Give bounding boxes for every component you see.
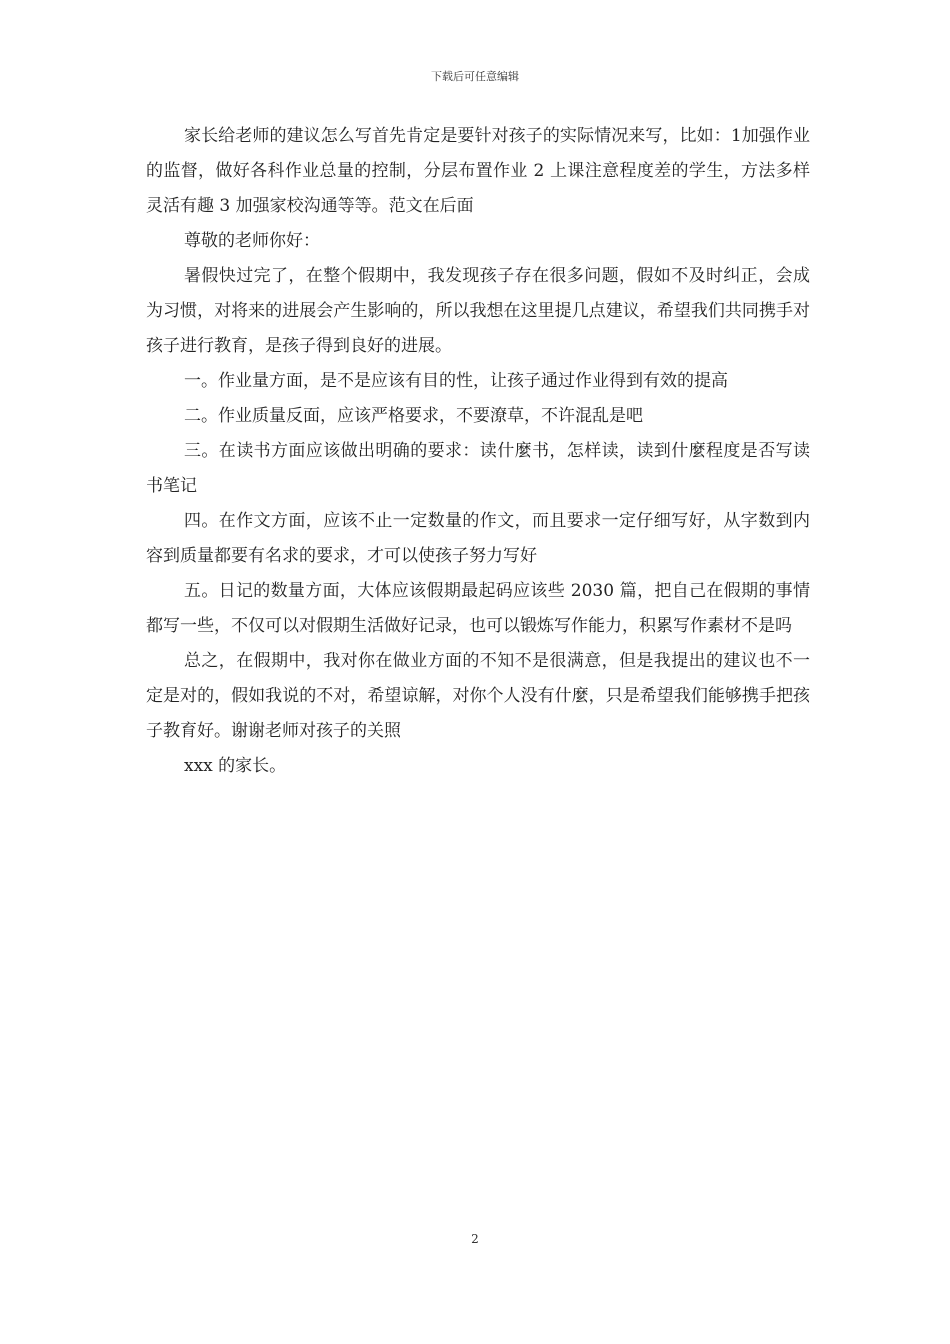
suggestion-1: 一。作业量方面，是不是应该有目的性，让孩子通过作业得到有效的提高: [184, 371, 728, 391]
page-number: 2: [471, 1232, 479, 1246]
salutation: 尊敬的老师你好：: [184, 231, 320, 251]
intro-paragraph: 家长给老师的建议怎么写首先肯定是要针对孩子的实际情况来写，比如：1加强作业的监督，做好各科作业总量的控制，分层布置作业 2 上课注意程度差的学生，方法多样灵活有趣 3 加强家校沟通等等。范文在后面: [146, 126, 810, 216]
closing-paragraph: 总之，在假期中，我对你在做业方面的不知不是很满意，但是我提出的建议也不一定是对的，假如我说的不对，希望谅解，对你个人没有什麼，只是希望我们能够携手把孩子教育好。谢谢老师对孩子的关照: [146, 651, 810, 741]
opening-paragraph: 暑假快过完了，在整个假期中，我发现孩子存在很多问题，假如不及时纠正，会成为习惯，对将来的进展会产生影响的，所以我想在这里提几点建议，希望我们共同携手对孩子进行教育，是孩子得到良好的进展。: [146, 266, 810, 356]
page-header: 下载后可任意编辑: [431, 70, 519, 83]
document-body: [146, 119, 810, 784]
suggestion-2: 二。作业质量反面，应该严格要求，不要潦草，不许混乱是吧: [184, 406, 643, 426]
suggestion-3: 三。在读书方面应该做出明确的要求：读什麼书，怎样读，读到什麼程度是否写读书笔记: [146, 441, 810, 496]
suggestion-5: 五。日记的数量方面，大体应该假期最起码应该些 2030 篇，把自己在假期的事情都写一些，不仅可以对假期生活做好记录，也可以锻炼写作能力，积累写作素材不是吗: [146, 581, 810, 636]
signature: xxx 的家长。: [184, 756, 287, 776]
suggestion-4: 四。在作文方面，应该不止一定数量的作文，而且要求一定仔细写好，从字数到内容到质量都要有名求的要求，才可以使孩子努力写好: [146, 511, 810, 566]
